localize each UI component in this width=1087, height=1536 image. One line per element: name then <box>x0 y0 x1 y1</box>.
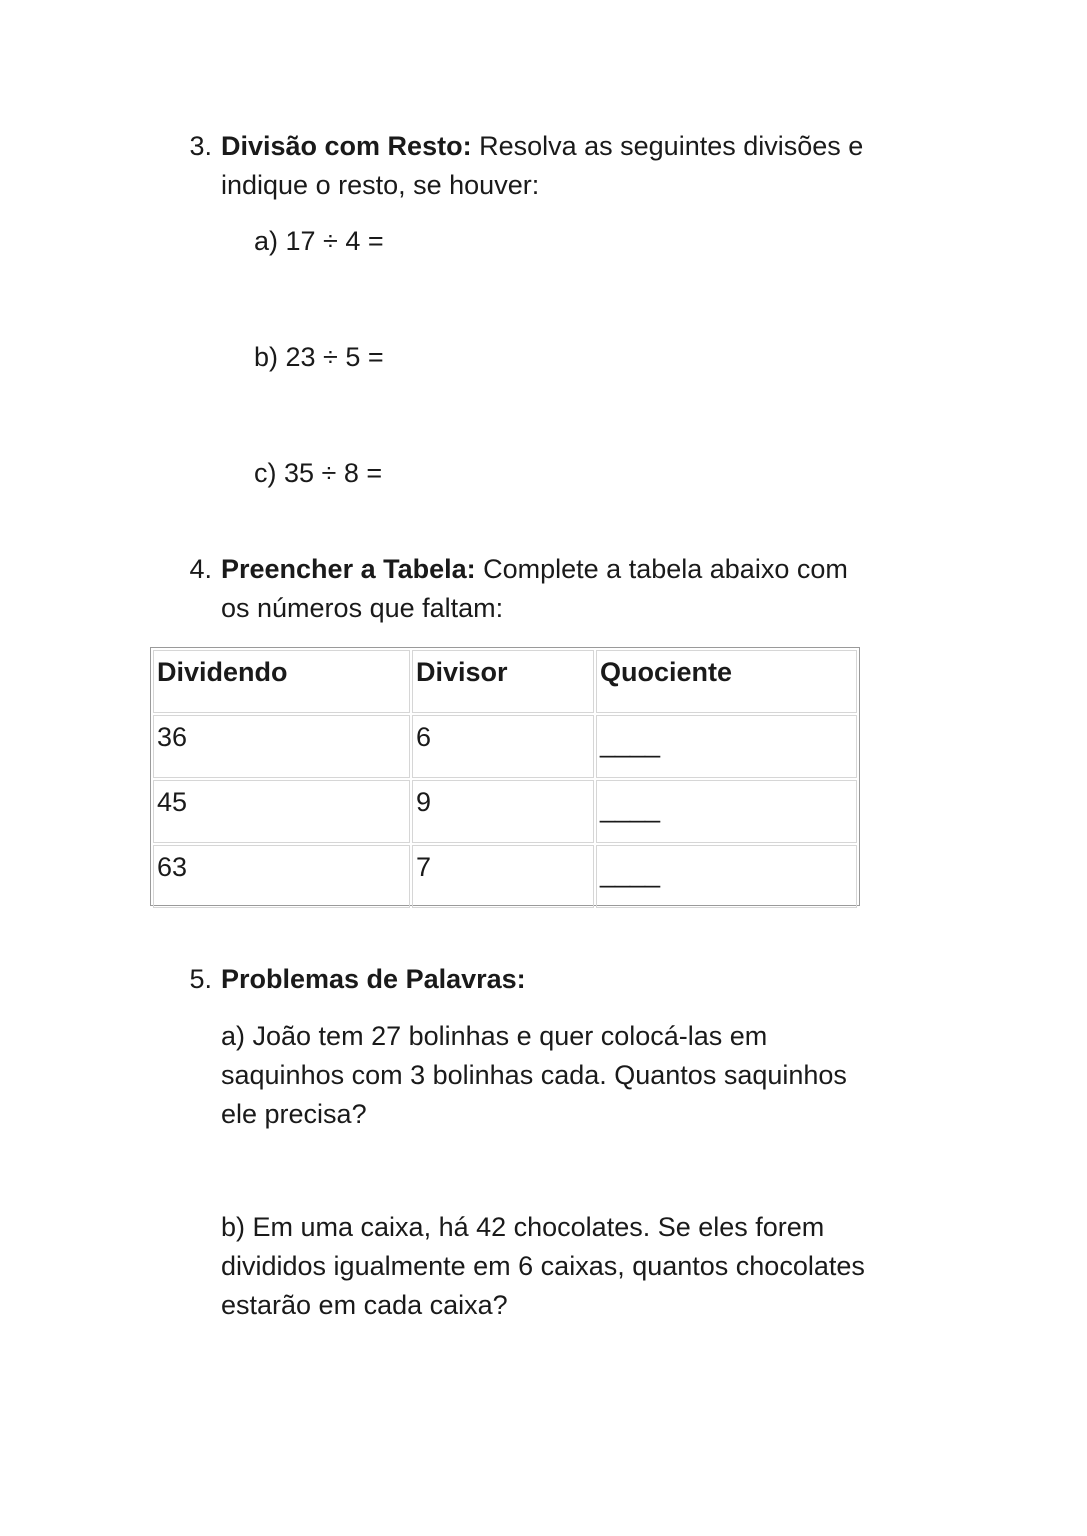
cell-quociente-blank <box>596 715 857 778</box>
question-title: Preencher a Tabela: <box>221 554 476 584</box>
question-title: Problemas de Palavras: <box>221 964 526 994</box>
word-problem-line: estarão em cada caixa? <box>221 1290 508 1320</box>
header-divisor: Divisor <box>412 650 594 713</box>
division-table-grid <box>151 648 859 910</box>
word-problem-line: divididos igualmente em 6 caixas, quantos chocolates <box>221 1251 865 1281</box>
cell-divisor: 7 <box>412 845 594 908</box>
table-row <box>153 780 857 843</box>
word-problem-a <box>221 1017 847 1134</box>
table-header-row <box>153 650 857 713</box>
cell-divisor: 6 <box>412 715 594 778</box>
question-number: 4. <box>189 554 212 584</box>
cell-dividendo: 63 <box>153 845 410 908</box>
cell-dividendo: 45 <box>153 780 410 843</box>
answer-blank: ____ <box>600 728 661 758</box>
answer-blank: ____ <box>600 858 661 888</box>
question-text: Complete a tabela abaixo com <box>475 554 848 584</box>
question-text-continued: os números que faltam: <box>221 593 504 623</box>
word-problem-line: a) João tem 27 bolinhas e quer colocá-las em <box>221 1021 768 1051</box>
question-title: Divisão com Resto: <box>221 131 472 161</box>
cell-quociente-blank <box>596 780 857 843</box>
division-item: c) 35 ÷ 8 = <box>254 458 383 488</box>
question-heading <box>221 127 863 166</box>
header-dividendo: Dividendo <box>153 650 410 713</box>
answer-blank: ____ <box>600 793 661 823</box>
division-item: a) 17 ÷ 4 = <box>254 226 384 256</box>
question-text-continued: indique o resto, se houver: <box>221 170 540 200</box>
word-problem-line: ele precisa? <box>221 1099 367 1129</box>
cell-divisor: 9 <box>412 780 594 843</box>
question-number: 3. <box>189 131 212 161</box>
question-number: 5. <box>189 964 212 994</box>
table-row <box>153 715 857 778</box>
question-heading <box>221 960 526 999</box>
word-problem-b <box>221 1208 865 1325</box>
header-quociente: Quociente <box>596 650 857 713</box>
question-heading <box>221 550 848 589</box>
division-table <box>150 647 860 906</box>
cell-dividendo: 36 <box>153 715 410 778</box>
word-problem-line: b) Em uma caixa, há 42 chocolates. Se eles forem <box>221 1212 825 1242</box>
table-row <box>153 845 857 908</box>
question-text: Resolva as seguintes divisões e <box>471 131 864 161</box>
cell-quociente-blank <box>596 845 857 908</box>
division-item: b) 23 ÷ 5 = <box>254 342 384 372</box>
word-problem-line: saquinhos com 3 bolinhas cada. Quantos saquinhos <box>221 1060 847 1090</box>
